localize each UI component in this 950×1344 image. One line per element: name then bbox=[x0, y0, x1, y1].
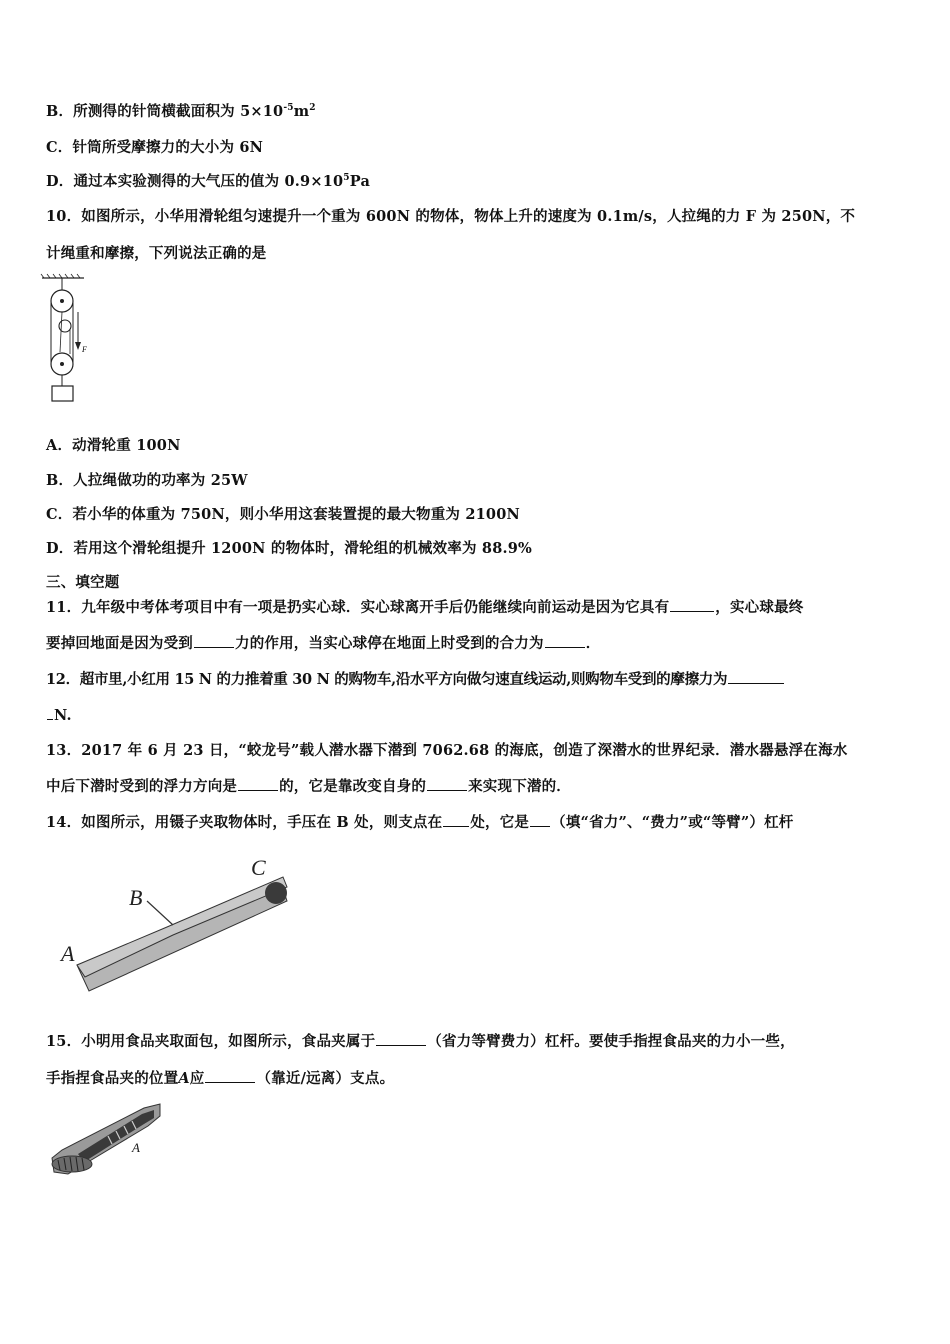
pulley-system-figure bbox=[40, 272, 100, 407]
tweezers-label-b: B bbox=[129, 885, 143, 910]
q14-text-b: 处，它是 bbox=[470, 814, 530, 831]
tweezers-label-a: A bbox=[61, 941, 75, 966]
q13-text-2b: 的，它是靠改变自身的 bbox=[279, 778, 427, 795]
q15-blank-1[interactable] bbox=[376, 1031, 426, 1046]
q9-option-d-unit: Pa bbox=[349, 173, 371, 190]
q10-stem-line1: 10．如图所示，小华用滑轮组匀速提升一个重为 600N 的物体，物体上升的速度为 0.1m/s，人拉绳的力 F 为 250N，不 bbox=[46, 208, 856, 225]
q9-option-b-unit: m bbox=[293, 103, 310, 120]
q13-text-2a: 中后下潜时受到的浮力方向是 bbox=[46, 778, 238, 795]
q14-text-a: 14．如图所示，用镊子夹取物体时，手压在 B 处，则支点在 bbox=[46, 814, 443, 831]
q10-option-a: A．动滑轮重 100N bbox=[46, 437, 181, 454]
q14-line bbox=[46, 811, 793, 832]
q10-stem-line2: 计绳重和摩擦，下列说法正确的是 bbox=[46, 245, 267, 262]
q15-text-2b: 应 bbox=[189, 1070, 205, 1087]
q9-option-b-unit-exp: 2 bbox=[309, 103, 316, 114]
q15-text-2c: （靠近/远离）支点。 bbox=[256, 1070, 395, 1087]
q10-option-d: D．若用这个滑轮组提升 1200N 的物体时，滑轮组的机械效率为 88.9% bbox=[46, 540, 533, 557]
q9-option-d bbox=[46, 170, 370, 191]
q15-var-a: A bbox=[178, 1070, 190, 1087]
food-tongs-figure bbox=[48, 1100, 163, 1180]
tweezers-figure bbox=[55, 845, 300, 1000]
q9-option-c: C．针筒所受摩擦力的大小为 6N bbox=[46, 139, 264, 156]
q10-option-c: C．若小华的体重为 750N，则小华用这套装置提的最大物重为 2100N bbox=[46, 506, 520, 523]
q12-blank-1[interactable] bbox=[728, 669, 784, 684]
q11-text-1b: ，实心球最终 bbox=[715, 599, 804, 616]
q11-blank-1[interactable] bbox=[670, 597, 714, 612]
q11-text-1a: 11．九年级中考体考项目中有一项是扔实心球．实心球离开手后仍能继续向前运动是因为它具有 bbox=[46, 599, 670, 616]
q13-text-2c: 来实现下潜的． bbox=[468, 778, 572, 795]
q13-blank-2[interactable] bbox=[427, 776, 467, 791]
q12-text-2: N. bbox=[54, 707, 72, 724]
tongs-label-a: A bbox=[132, 1140, 140, 1155]
q13-line2 bbox=[46, 775, 571, 796]
q10-option-b: B．人拉绳做功的功率为 25W bbox=[46, 472, 248, 489]
q14-blank-2[interactable] bbox=[530, 812, 550, 827]
q12-line2 bbox=[46, 705, 72, 724]
q15-line1 bbox=[46, 1030, 795, 1051]
q15-text-2a: 手指捏食品夹的位置 bbox=[46, 1070, 179, 1087]
q15-blank-2[interactable] bbox=[205, 1068, 255, 1083]
q15-text-1a: 15．小明用食品夹取面包，如图所示，食品夹属于 bbox=[46, 1033, 376, 1050]
section-title-fill-in: 三、填空题 bbox=[46, 574, 120, 591]
q11-line1 bbox=[46, 596, 803, 617]
q14-text-c: （填“省力”、“费力”或“等臂”）杠杆 bbox=[551, 814, 794, 831]
q11-text-2b: 力的作用，当实心球停在地面上时受到的合力为 bbox=[235, 635, 544, 652]
q11-blank-2[interactable] bbox=[194, 633, 234, 648]
q11-line2 bbox=[46, 632, 600, 653]
q12-text-1: 12．超市里,小红用 15 N 的力推着重 30 N 的购物车,沿水平方向做匀速直线运动,则购物车受到的摩擦力为 bbox=[46, 671, 728, 688]
q9-option-d-exp: 5 bbox=[343, 173, 350, 184]
q13-line1: 13．2017 年 6 月 23 日，“蛟龙号”载人潜水器下潜到 7062.68 的海底，创造了深潜水的世界纪录．潜水器悬浮在海水 bbox=[46, 742, 848, 759]
q11-text-2a: 要掉回地面是因为受到 bbox=[46, 635, 193, 652]
q12-blank-2[interactable] bbox=[47, 705, 53, 720]
q14-blank-1[interactable] bbox=[443, 812, 469, 827]
q11-blank-3[interactable] bbox=[545, 633, 585, 648]
q15-text-1b: （省力等臂费力）杠杆。要使手指捏食品夹的力小一些， bbox=[427, 1033, 795, 1050]
q12-line1 bbox=[46, 668, 785, 689]
q15-line2 bbox=[46, 1067, 394, 1088]
q9-option-d-text: D．通过本实验测得的大气压的值为 0.9×10 bbox=[46, 173, 344, 190]
tweezers-label-c: C bbox=[251, 855, 266, 880]
q9-option-b bbox=[46, 100, 316, 121]
q11-text-2c: ． bbox=[585, 635, 601, 652]
q9-option-b-exp: -5 bbox=[283, 103, 294, 114]
q9-option-b-text: B．所测得的针筒横截面积为 5×10 bbox=[46, 103, 284, 120]
q13-blank-1[interactable] bbox=[238, 776, 278, 791]
pulley-force-label: F bbox=[82, 345, 87, 354]
